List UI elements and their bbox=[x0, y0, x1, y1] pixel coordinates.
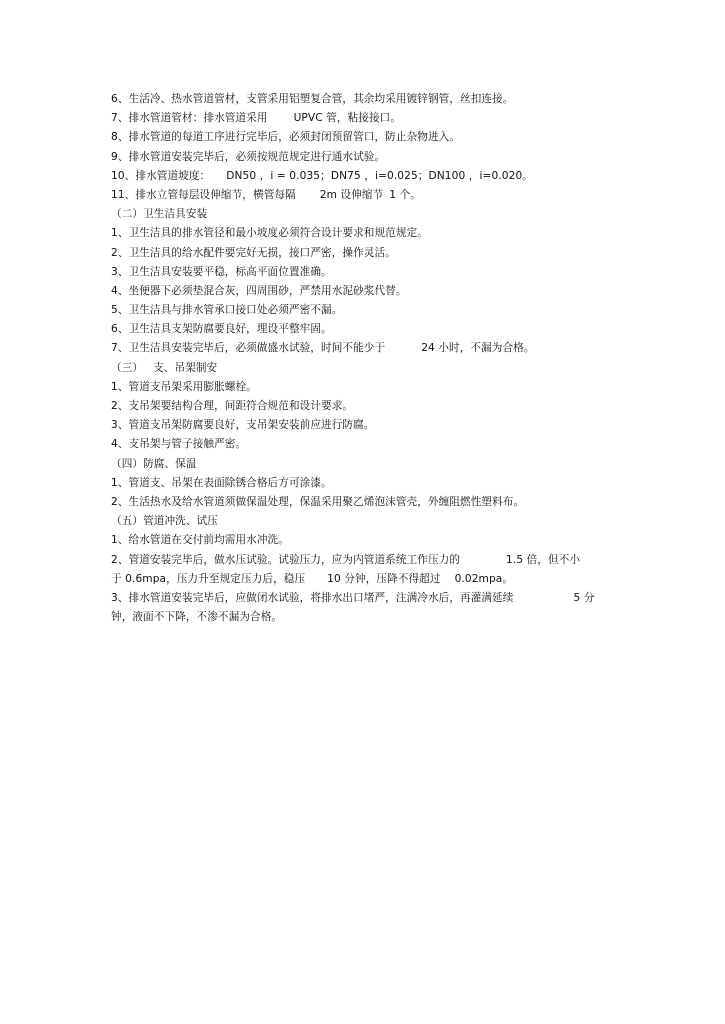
text-line: 5、卫生洁具与排水管承口接口处必须严密不漏。 bbox=[111, 304, 343, 317]
text-line: 于 0.6mpa，压力升至规定压力后，稳压 10 分钟，压降不得超过 0.02mpa。 bbox=[111, 572, 514, 585]
section-heading: （二）卫生洁具安装 bbox=[111, 208, 208, 221]
text-line: 3、卫生洁具安装要平稳，标高平面位置准确。 bbox=[111, 265, 332, 278]
text-line: 2、支吊架要结构合理，间距符合规范和设计要求。 bbox=[111, 400, 354, 412]
text-line: 钟，液面不下降，不渗不漏为合格。 bbox=[111, 611, 283, 624]
text-line: 8、排水管道的每道工序进行完毕后，必须封闭预留管口，防止杂物进入。 bbox=[111, 131, 461, 144]
text-line: 2、管道安装完毕后，做水压试验。试验压力，应为内管道系统工作压力的 1.5 倍，但不小 bbox=[111, 553, 581, 566]
text-line: 4、坐便器下必须垫混合灰，四周围砂，严禁用水泥砂浆代替。 bbox=[111, 284, 407, 297]
text-line: 7、排水管道管材：排水管道采用 UPVC 管，粘接接口。 bbox=[111, 112, 402, 125]
text-line: 10、排水管道坡度： DN50 ，i = 0.035；DN75 ，i=0.025；DN100 ，i=0.020。 bbox=[111, 169, 534, 182]
text-line: 1、给水管道在交付前均需用水冲洗。 bbox=[111, 534, 289, 547]
text-line: 1、管道支吊架采用膨胀螺栓。 bbox=[111, 380, 257, 393]
text-line: 1、管道支、吊架在表面除锈合格后方可涂漆。 bbox=[111, 476, 332, 489]
text-line: 4、支吊架与管子接触严密。 bbox=[111, 438, 247, 451]
document-body bbox=[111, 90, 631, 627]
text-line: 3、排水管道安装完毕后，应做闭水试验，将排水出口堵严，注满冷水后，再灌满延续 5 分 bbox=[111, 591, 595, 604]
text-line: 6、生活冷、热水管道管材，支管采用铝塑复合管，其余均采用镀锌钢管，丝扣连接。 bbox=[111, 93, 514, 105]
text-line: 3、管道支吊架防腐要良好，支吊架安装前应进行防腐。 bbox=[111, 419, 375, 432]
text-line: 6、卫生洁具支架防腐要良好，埋设平整牢固。 bbox=[111, 323, 332, 336]
text-line: 1、卫生洁具的排水管径和最小坡度必须符合设计要求和规范规定。 bbox=[111, 227, 428, 240]
section-heading: （三） 支、吊架制安 bbox=[111, 361, 218, 374]
text-line: 2、生活热水及给水管道须做保温处理，保温采用聚乙烯泡沫管壳，外缠阻燃性塑料布。 bbox=[111, 495, 525, 508]
section-heading: （五）管道冲洗、试压 bbox=[111, 515, 218, 528]
section-heading: （四）防腐、保温 bbox=[111, 457, 197, 470]
text-line: 9、排水管道安装完毕后，必须按规范规定进行通水试验。 bbox=[111, 150, 386, 163]
text-line: 7、卫生洁具安装完毕后，必须做盛水试验，时间不能少于 24 小时，不漏为合格。 bbox=[111, 342, 535, 355]
text-line: 11、排水立管每层设伸缩节，横管每隔 2m 设伸缩节 1 个。 bbox=[111, 188, 421, 201]
text-line: 2、卫生洁具的给水配件要完好无损，接口严密，操作灵活。 bbox=[111, 246, 396, 259]
